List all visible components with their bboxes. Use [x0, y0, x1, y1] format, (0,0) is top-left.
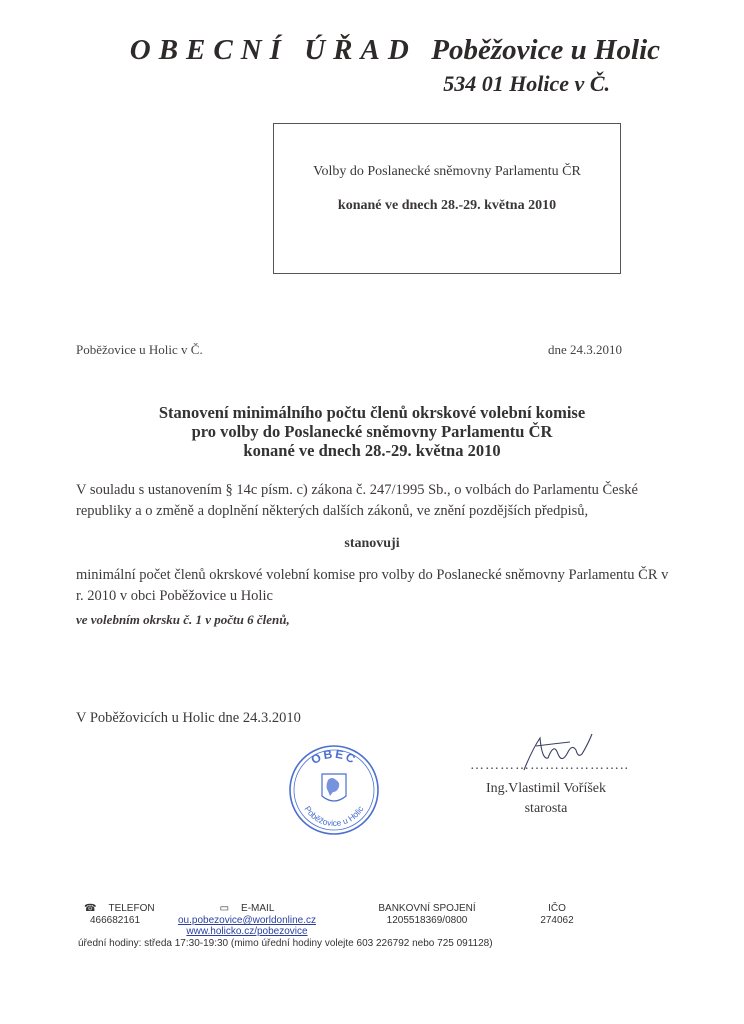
election-box-line2: konané ve dnech 28.-29. května 2010 [337, 198, 557, 213]
telephone-label: TELEFON [108, 903, 155, 914]
svg-text:Poběžovice u Holic [302, 804, 365, 829]
closing-date-line: V Poběžovicích u Holic dne 24.3.2010 [76, 710, 301, 726]
decision-paragraph: minimální počet členů okrskové volební komise pro volby do Poslanecké sněmovny Parlamentu ČR v r. 2010 v obci Poběžovice u Holic [76, 567, 669, 604]
document-place: Poběžovice u Holic v Č. [76, 342, 203, 357]
district-count: ve volebním okrsku č. 1 v počtu 6 členů, [76, 612, 290, 627]
election-box-line1: Volby do Poslanecké sněmovny Parlamentu ČR [313, 164, 581, 179]
footer-telephone [84, 903, 155, 927]
email-link[interactable]: ou.pobezovice@worldonline.cz [177, 915, 316, 926]
website-link[interactable]: www.holicko.cz/pobezovice [186, 926, 308, 937]
office-title [80, 32, 660, 68]
bank-value: 1205518369/0800 [386, 915, 468, 926]
title-line3: konané ve dnech 28.-29. května 2010 [243, 441, 501, 460]
footer-email [174, 903, 320, 927]
office-address: 534 01 Holice v Č. [443, 71, 610, 96]
decision-word: stanovuji [344, 536, 400, 551]
footer-bank [372, 903, 482, 927]
municipal-stamp [288, 744, 380, 836]
document-date: dne 24.3.2010 [548, 342, 623, 357]
email-label: E-MAIL [241, 903, 275, 914]
legal-basis-paragraph: V souladu s ustanovením § 14c písm. c) zákona č. 247/1995 Sb., o volbách do Parlamentu České republiky a o změně a doplnění některých dalších zákonů, ve znění pozdějších předpisů, [76, 482, 638, 519]
footer-ico [534, 903, 580, 927]
document-title [76, 403, 668, 460]
ico-value: 274062 [540, 915, 574, 926]
stamp-bottom-text: Poběžovice u Holic [302, 804, 366, 829]
title-line1: Stanovení minimálního počtu členů okrskové volební komise [158, 403, 586, 422]
signature-line: ………………………….. [470, 758, 629, 773]
computer-icon: ▭ [219, 903, 230, 914]
lion-emblem-icon [322, 774, 346, 801]
office-place: Poběžovice u Holic [431, 34, 660, 66]
signatory-name: Ing.Vlastimil Voříšek [485, 781, 607, 796]
telephone-value: 466682161 [90, 915, 141, 926]
office-label: OBECNÍ ÚŘAD [129, 34, 417, 66]
signatory-role: starosta [524, 801, 568, 816]
election-box [273, 123, 621, 274]
office-hours: úřední hodiny: středa 17:30-19:30 (mimo úřední hodiny volejte 603 226792 nebo 725 091128) [78, 938, 493, 949]
title-line2: pro volby do Poslanecké sněmovny Parlamentu ČR [191, 422, 553, 441]
telephone-icon: ☎ [84, 903, 97, 914]
stamp-top-text: OBEC [308, 746, 360, 768]
signatory [462, 779, 630, 819]
bank-label: BANKOVNÍ SPOJENÍ [378, 903, 476, 914]
ico-label: IČO [548, 903, 566, 914]
